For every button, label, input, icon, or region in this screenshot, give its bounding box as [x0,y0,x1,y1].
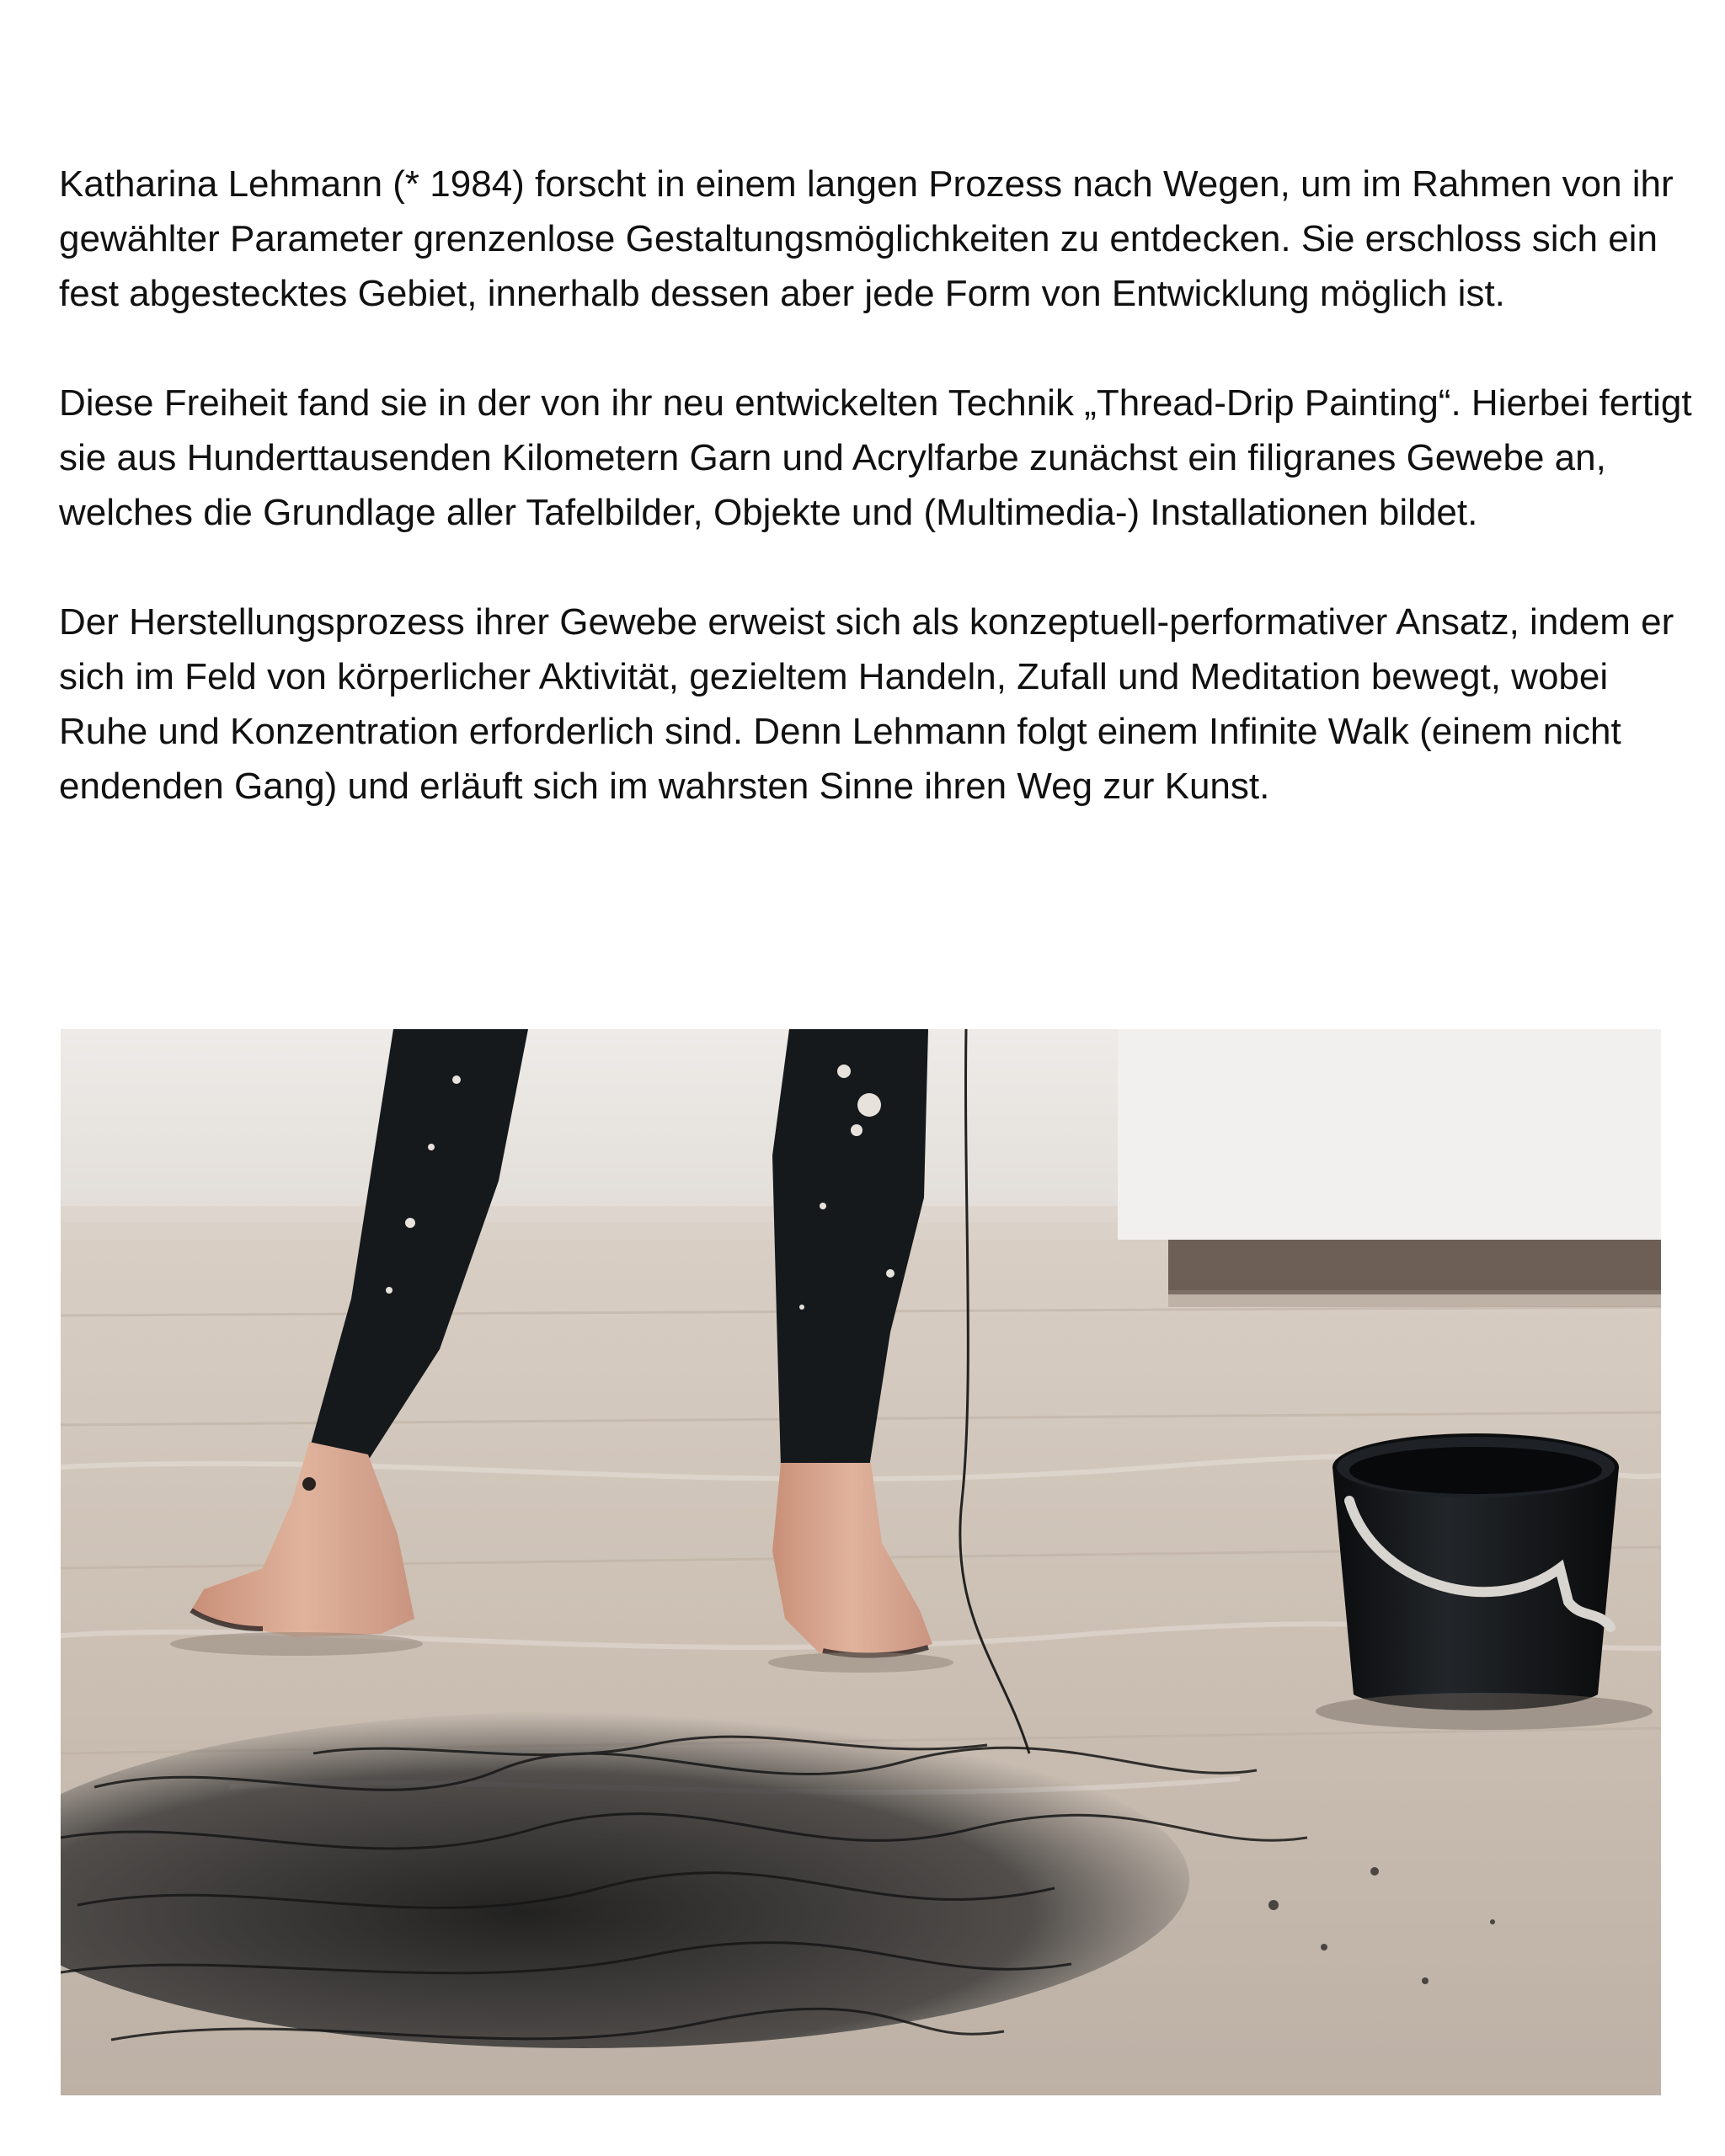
paragraph-technique: Diese Freiheit fand sie in der von ihr neu entwickelten Technik „Thread-Drip Painting“. Hierbei fertigt sie aus Hunderttausenden Kilometern Garn und Acrylfarbe zunächst ein filigranes Gewebe an, welches die Grundlage aller Tafelbilder, Objekte und (Multimedia-) Installationen bildet. [59,382,1692,533]
article-text [59,157,1693,814]
paragraph-intro: Katharina Lehmann (* 1984) forscht in einem langen Prozess nach Wegen, um im Rahmen von ihr gewählter Parameter grenzenlose Gestaltungsmöglichkeiten zu entdecken. Sie erschloss sich ein fest abgestecktes Gebiet, innerhalb dessen aber jede Form von Entwicklung möglich ist. [59,163,1674,314]
artist-performance-photo [61,1029,1661,2095]
paragraph-process: Der Herstellungsprozess ihrer Gewebe erweist sich als konzeptuell-performativer Ansatz, indem er sich im Feld von körperlicher Aktivität, gezieltem Handeln, Zufall und Meditation bewegt, wobei Ruhe und Konzentration erforderlich sind. Denn Lehmann folgt einem Infinite Walk (einem nicht endenden Gang) und erläuft sich im wahrsten Sinne ihren Weg zur Kunst. [59,601,1674,807]
photo-illustration [61,1029,1661,2095]
